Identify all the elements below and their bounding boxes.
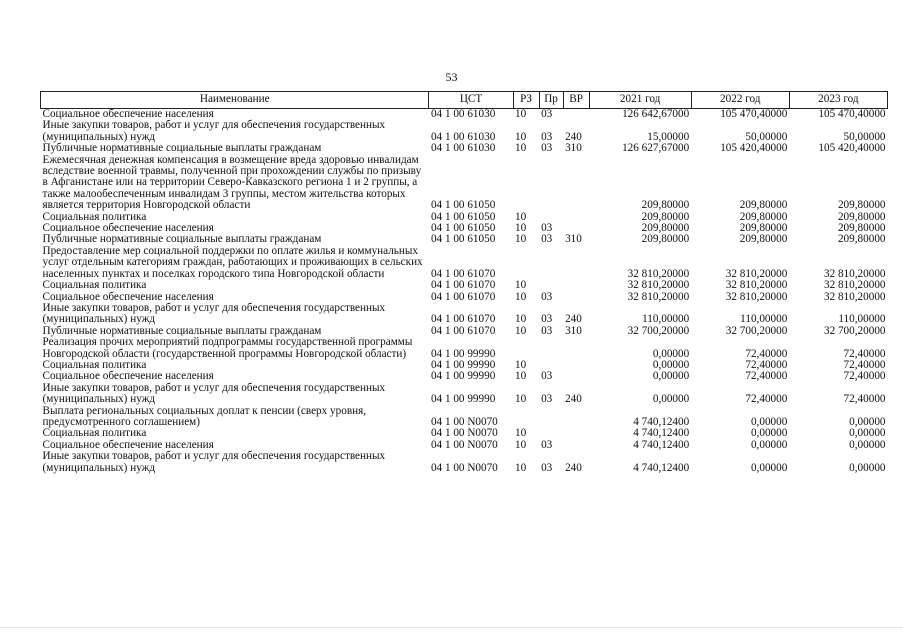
row-vr <box>563 292 589 303</box>
row-amount-2022: 209,80000 <box>739 199 788 212</box>
row-amount-2021: 0,00000 <box>652 370 690 383</box>
row-name: Ежемесячная денежная компенсация в возмещение вреда здоровью инвалидам вследствие военной травмы, полученной при прохождении службы по призыву в Афганистане или на территории Северо-Кавказского региона 1 и 2 группы, а также малообеспеченным инвалидам 3 группы, местом жительства которых является территория Новгородской области <box>42 153 422 212</box>
row-rz: 10 <box>515 324 527 337</box>
row-name: Публичные нормативные социальные выплаты гражданам <box>42 324 322 337</box>
table-row <box>41 451 888 474</box>
row-amount-2023: 209,80000 <box>837 210 886 223</box>
row-rz: 10 <box>515 130 527 143</box>
row-name: Предоставление мер социальной поддержки по оплате жилья и коммунальных услуг отдельным категориям граждан, работающих и проживающих в сельских населенных пунктах и поселках городского типа Новгородской области <box>42 244 423 280</box>
row-cst: 04 1 00 61030 <box>430 130 496 143</box>
row-amount-2023: 110,00000 <box>838 313 886 326</box>
row-rz: 10 <box>515 461 527 474</box>
row-rz: 10 <box>515 358 527 371</box>
row-cst: 04 1 00 N0070 <box>430 461 498 474</box>
row-rz: 10 <box>515 142 527 155</box>
row-cst: 04 1 00 N0070 <box>430 438 498 451</box>
row-amount-2021: 209,80000 <box>641 199 690 212</box>
row-amount-2022: 105 470,40000 <box>720 108 788 120</box>
row-amount-2022: 50,00000 <box>745 130 788 143</box>
row-pr <box>539 337 563 360</box>
row-vr <box>563 280 589 291</box>
row-amount-2021: 32 810,20000 <box>627 279 690 292</box>
row-vr: 310 <box>565 142 582 155</box>
row-cst: 04 1 00 99990 <box>430 370 496 383</box>
row-vr <box>563 155 589 212</box>
row-name: Социальная политика <box>42 427 147 440</box>
row-cst: 04 1 00 99990 <box>430 347 496 360</box>
table-row <box>41 280 888 291</box>
budget-table <box>40 91 888 474</box>
row-amount-2023: 0,00000 <box>849 438 886 451</box>
table-row <box>41 303 888 326</box>
row-vr <box>563 246 589 280</box>
row-name: Социальное обеспечение населения <box>42 108 214 120</box>
row-cst: 04 1 00 61050 <box>430 199 496 212</box>
row-amount-2022: 0,00000 <box>750 438 788 451</box>
row-rz <box>513 155 539 212</box>
row-amount-2023: 0,00000 <box>849 427 886 440</box>
row-amount-2022: 0,00000 <box>750 415 788 428</box>
row-cst: 04 1 00 99990 <box>430 358 496 371</box>
row-cst: 04 1 00 61070 <box>430 313 496 326</box>
row-pr: 03 <box>541 130 553 143</box>
row-name: Публичные нормативные социальные выплаты гражданам <box>42 142 322 155</box>
row-amount-2022: 32 810,20000 <box>725 290 788 303</box>
row-vr: 240 <box>565 313 582 326</box>
row-rz: 10 <box>515 427 527 440</box>
row-amount-2021: 4 740,12400 <box>633 461 690 474</box>
row-amount-2021: 110,00000 <box>642 313 690 326</box>
row-amount-2022: 0,00000 <box>750 461 788 474</box>
header-row <box>41 92 888 109</box>
row-amount-2021: 0,00000 <box>652 358 690 371</box>
row-amount-2022: 72,40000 <box>745 370 788 383</box>
row-name: Иные закупки товаров, работ и услуг для обеспечения государственных (муниципальных) нужд <box>42 119 386 143</box>
row-pr: 03 <box>541 438 553 451</box>
row-rz: 10 <box>515 290 527 303</box>
row-vr: 240 <box>565 461 582 474</box>
row-vr: 240 <box>565 393 582 406</box>
table-row <box>41 406 888 429</box>
row-pr: 03 <box>541 313 553 326</box>
table-row <box>41 143 888 154</box>
row-cst: 04 1 00 61070 <box>430 279 496 292</box>
row-amount-2023: 72,40000 <box>843 370 886 383</box>
row-name: Публичные нормативные социальные выплаты гражданам <box>42 233 322 246</box>
row-pr <box>539 280 563 291</box>
row-amount-2023: 105 420,40000 <box>818 142 886 155</box>
row-pr <box>539 155 563 212</box>
row-amount-2022: 110,00000 <box>740 313 788 326</box>
row-amount-2022: 72,40000 <box>745 347 788 360</box>
row-rz: 10 <box>515 438 527 451</box>
row-amount-2021: 0,00000 <box>652 393 690 406</box>
row-rz: 10 <box>515 222 527 235</box>
row-amount-2021: 32 810,20000 <box>627 290 690 303</box>
row-amount-2021: 209,80000 <box>641 210 690 223</box>
row-amount-2023: 32 810,20000 <box>823 279 886 292</box>
row-rz: 10 <box>515 108 527 120</box>
row-rz <box>513 337 539 360</box>
row-amount-2023: 0,00000 <box>849 461 886 474</box>
row-amount-2022: 209,80000 <box>739 233 788 246</box>
row-amount-2021: 126 627,67000 <box>622 142 690 155</box>
row-vr <box>563 360 589 371</box>
row-vr <box>563 428 589 439</box>
header-name: Наименование <box>41 92 429 109</box>
row-cst: 04 1 00 61070 <box>430 290 496 303</box>
row-amount-2023: 32 810,20000 <box>823 290 886 303</box>
row-name: Иные закупки товаров, работ и услуг для обеспечения государственных (муниципальных) нужд <box>42 450 386 474</box>
row-rz <box>513 406 539 429</box>
row-name: Иные закупки товаров, работ и услуг для обеспечения государственных (муниципальных) нужд <box>42 381 386 406</box>
row-cst: 04 1 00 99990 <box>430 393 496 406</box>
row-vr: 310 <box>565 324 582 337</box>
row-vr <box>563 337 589 360</box>
row-amount-2022: 32 810,20000 <box>725 279 788 292</box>
table-row <box>41 337 888 360</box>
row-amount-2022: 209,80000 <box>739 210 788 223</box>
header-2023: 2023 год <box>789 92 887 109</box>
row-rz: 10 <box>515 313 527 326</box>
header-pr: Пр <box>539 92 563 109</box>
row-amount-2023: 72,40000 <box>843 393 886 406</box>
row-cst: 04 1 00 61070 <box>430 267 496 280</box>
row-rz: 10 <box>515 279 527 292</box>
table-row <box>41 155 888 212</box>
row-cst: 04 1 00 61070 <box>430 324 496 337</box>
row-amount-2023: 0,00000 <box>849 415 886 428</box>
row-cst: 04 1 00 61030 <box>430 108 496 120</box>
row-name: Социальное обеспечение населения <box>42 222 214 235</box>
page-edge <box>0 627 903 628</box>
row-amount-2021: 209,80000 <box>641 222 690 235</box>
row-amount-2022: 32 700,20000 <box>725 324 788 337</box>
header-2021: 2021 год <box>589 92 691 109</box>
row-amount-2022: 32 810,20000 <box>725 267 788 280</box>
row-amount-2021: 0,00000 <box>652 347 690 360</box>
row-pr: 03 <box>541 108 553 120</box>
row-pr: 03 <box>541 324 553 337</box>
row-pr: 03 <box>541 222 553 235</box>
row-pr: 03 <box>541 393 553 406</box>
row-pr <box>539 406 563 429</box>
row-pr: 03 <box>541 290 553 303</box>
row-amount-2023: 72,40000 <box>843 347 886 360</box>
row-amount-2023: 209,80000 <box>837 233 886 246</box>
row-vr <box>563 212 589 223</box>
row-rz <box>513 246 539 280</box>
row-amount-2021: 15,00000 <box>647 130 690 143</box>
header-cst: ЦСТ <box>429 92 513 109</box>
header-vr: ВР <box>563 92 589 109</box>
row-amount-2023: 105 470,40000 <box>818 108 886 120</box>
row-amount-2022: 72,40000 <box>745 393 788 406</box>
row-name: Социальная политика <box>42 279 147 292</box>
row-amount-2023: 209,80000 <box>837 199 886 212</box>
row-cst: 04 1 00 61030 <box>430 142 496 155</box>
table-row <box>41 383 888 406</box>
row-amount-2022: 105 420,40000 <box>720 142 788 155</box>
row-vr <box>563 371 589 382</box>
row-amount-2021: 32 810,20000 <box>627 267 690 280</box>
row-amount-2021: 4 740,12400 <box>633 427 690 440</box>
row-amount-2022: 72,40000 <box>745 358 788 371</box>
table-row <box>41 246 888 280</box>
row-name: Иные закупки товаров, работ и услуг для обеспечения государственных (муниципальных) нужд <box>42 301 386 326</box>
row-vr: 310 <box>565 233 582 246</box>
row-pr: 03 <box>541 233 553 246</box>
row-name: Социальное обеспечение населения <box>42 290 214 303</box>
row-pr: 03 <box>541 461 553 474</box>
row-cst: 04 1 00 61050 <box>430 233 496 246</box>
row-cst: 04 1 00 61050 <box>430 222 496 235</box>
row-amount-2021: 126 642,67000 <box>622 108 690 120</box>
row-cst: 04 1 00 N0070 <box>430 415 498 428</box>
row-amount-2023: 32 810,20000 <box>823 267 886 280</box>
row-vr <box>563 406 589 429</box>
row-name: Выплата региональных социальных доплат к пенсии (сверх уровня, предусмотренного соглашением) <box>42 404 367 428</box>
row-amount-2022: 0,00000 <box>750 427 788 440</box>
row-name: Социальное обеспечение населения <box>42 370 214 383</box>
row-amount-2021: 4 740,12400 <box>633 415 690 428</box>
row-rz: 10 <box>515 233 527 246</box>
row-name: Социальная политика <box>42 358 147 371</box>
row-rz: 10 <box>515 210 527 223</box>
row-amount-2021: 209,80000 <box>641 233 690 246</box>
row-cst: 04 1 00 N0070 <box>430 427 498 440</box>
page-number: 53 <box>445 70 458 84</box>
row-rz: 10 <box>515 393 527 406</box>
row-name: Социальное обеспечение населения <box>42 438 214 451</box>
row-vr: 240 <box>565 130 582 143</box>
row-amount-2023: 72,40000 <box>843 358 886 371</box>
header-2022: 2022 год <box>691 92 789 109</box>
row-amount-2022: 209,80000 <box>739 222 788 235</box>
row-cst: 04 1 00 61050 <box>430 210 496 223</box>
row-vr <box>563 440 589 451</box>
table-body <box>41 109 888 475</box>
row-pr <box>539 246 563 280</box>
row-amount-2021: 4 740,12400 <box>633 438 690 451</box>
row-name: Реализация прочих мероприятий подпрограммы государственной программы Новгородской области (государственной программы Новгородской области) <box>42 336 413 360</box>
header-rz: РЗ <box>513 92 539 109</box>
row-amount-2023: 50,00000 <box>843 130 886 143</box>
row-amount-2023: 32 700,20000 <box>823 324 886 337</box>
row-name: Социальная политика <box>42 210 147 223</box>
table-header <box>41 92 888 109</box>
table-row <box>41 120 888 143</box>
row-amount-2023: 209,80000 <box>837 222 886 235</box>
row-pr: 03 <box>541 370 553 383</box>
row-vr <box>563 109 589 121</box>
row-rz: 10 <box>515 370 527 383</box>
row-pr: 03 <box>541 142 553 155</box>
row-amount-2021: 32 700,20000 <box>627 324 690 337</box>
